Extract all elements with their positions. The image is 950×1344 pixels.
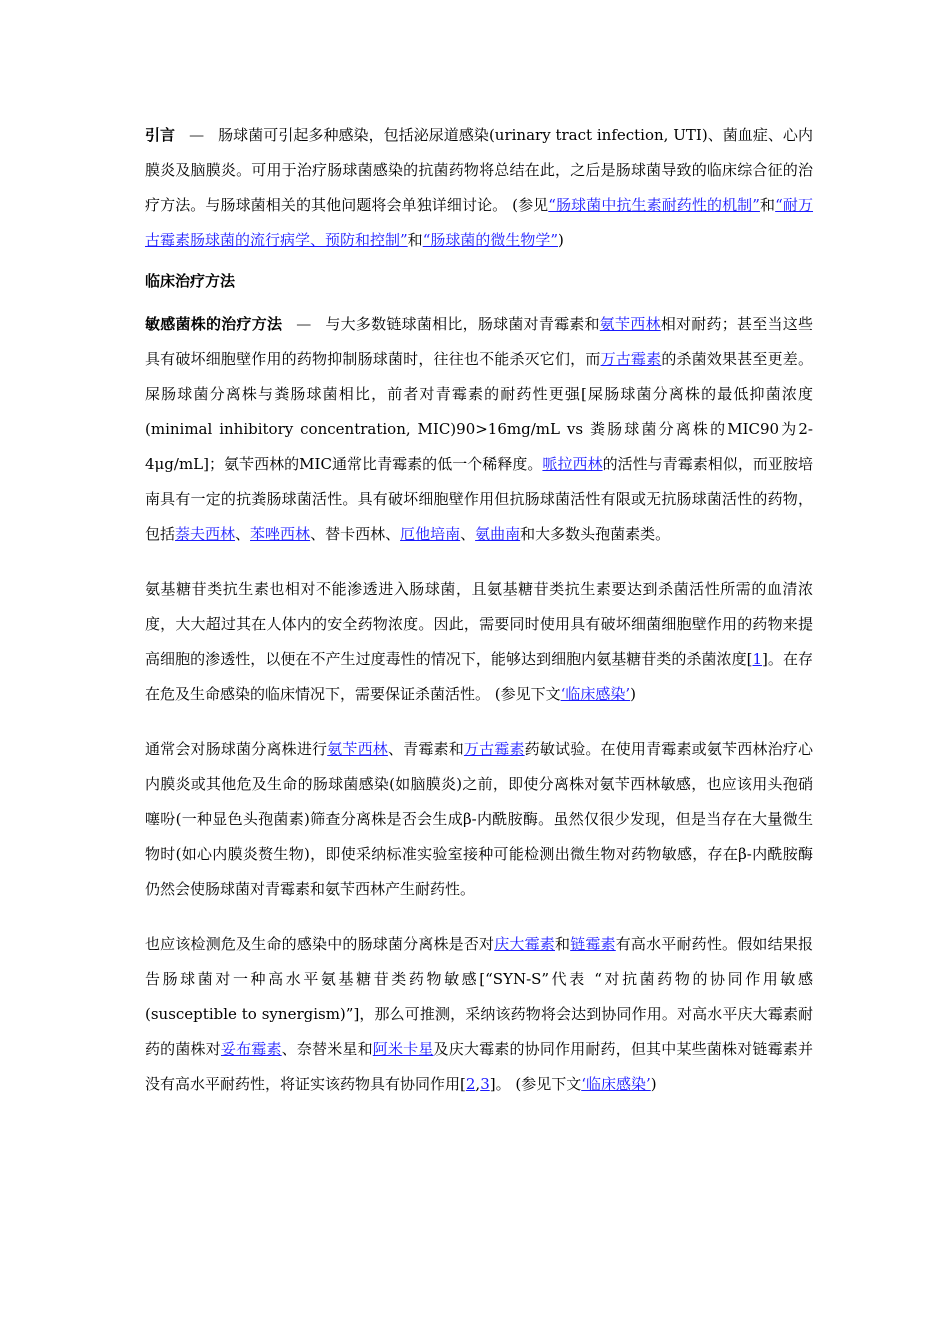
susceptibility-testing-paragraph [145,732,813,907]
paragraph-text: 通常会对肠球菌分离株进行 [145,740,328,758]
link-vancomycin[interactable]: 万古霉素 [463,740,525,758]
paragraph-text: 、替卡西林、 [310,525,401,543]
paragraph-text: 相对耐药；甚至当这些具有破坏细胞壁作用的药物抑制肠球菌时，往往也不能杀灭它们，而 [145,315,813,368]
link-gentamicin[interactable]: 庆大霉素 [494,935,555,953]
paragraph-text: 与大多数链球菌相比，肠球菌对青霉素和 [325,315,600,333]
reference-link-2[interactable]: 2 [465,1075,476,1093]
susceptible-dash: — [296,315,312,333]
intro-conj-2: 和 [407,231,423,249]
paragraph-text: 、奈替米星和 [281,1040,373,1058]
paragraph-text: 、 [460,525,476,543]
paragraph-text: 、 [235,525,251,543]
intro-conj-1: 和 [759,196,776,214]
intro-close: ) [558,231,564,249]
link-tobramycin[interactable]: 妥布霉素 [220,1040,282,1058]
link-amikacin[interactable]: 阿米卡星 [372,1040,434,1058]
paragraph-text: 的杀菌效果甚至更差。屎肠球菌分离株与粪肠球菌相比，前者对青霉素的耐药性更强[屎肠球菌分离株的最低抑菌浓度(minimal inhibitory concentration, MIC)90>16mg/mL vs 粪肠球菌分离株的MIC90为2-4μg/mL]；氨苄西林的MIC通常比青霉素的低一个稀释度。 [145,350,813,473]
paragraph-text: , [475,1075,481,1093]
paragraph-text: 有高水平耐药性。假如结果报告肠球菌对一种高水平氨基糖苷类药物敏感[“SYN-S”代表 “对抗菌药物的协同作用敏感(susceptible to synergism)”]，那么可推测，采纳该药物将会达到协同作用。对高水平庆大霉素耐药的菌株对 [145,935,813,1058]
high-level-resistance-paragraph [145,927,813,1102]
intro-lead: 引言 [145,126,176,144]
paragraph-text: 及庆大霉素的协同作用耐药，但其中某些菌株对链霉素并没有高水平耐药性，将证实该药物具有协同作用[ [145,1040,813,1093]
document-body [145,118,813,1102]
susceptible-strains-paragraph [145,307,813,552]
link-antibiotic-resistance[interactable]: “肠球菌中抗生素耐药性的机制” [548,196,760,214]
link-streptomycin[interactable]: 链霉素 [570,935,616,953]
link-ertapenem[interactable]: 厄他培南 [400,525,461,543]
paragraph-text: 也应该检测危及生命的感染中的肠球菌分离株是否对 [145,935,495,953]
reference-link-3[interactable]: 3 [480,1075,490,1093]
link-vancomycin[interactable]: 万古霉素 [600,350,662,368]
paragraph-text: ) [630,685,637,703]
section-heading: 临床治疗方法 [145,272,236,290]
aminoglycoside-paragraph [145,572,813,712]
link-enterococcus-microbiology[interactable]: “肠球菌的微生物学” [422,231,559,249]
link-ampicillin[interactable]: 氨苄西林 [327,740,388,758]
paragraph-text: 药敏试验。在使用青霉素或氨苄西林治疗心内膜炎或其他危及生命的肠球菌感染(如脑膜炎)之前，即使分离株对氨苄西林敏感，也应该用头孢硝噻吩(一种显色头孢菌素)筛查分离株是否会生成β-内酰胺酶。虽然仅很少发现，但是当存在大量微生物时(如心内膜炎赘生物)，即使采纳标准实验室接种可能检测出微生物对药物敏感，存在β-内酰胺酶仍然会使肠球菌对青霉素和氨苄西林产生耐药性。 [145,740,813,898]
link-nafcillin[interactable]: 萘夫西林 [175,525,236,543]
paragraph-text: 和大多数头孢菌素类。 [520,525,671,543]
link-clinical-infections[interactable]: ‘临床感染’ [560,685,631,703]
intro-paragraph [145,118,813,258]
link-vre-epidemiology[interactable]: “耐万古霉素肠球菌的流行病学、预防和控制” [145,196,814,249]
intro-text: 肠球菌可引起多种感染，包括泌尿道感染(urinary tract infection, UTI)、菌血症、心内膜炎及脑膜炎。可用于治疗肠球菌感染的抗菌药物将总结在此，之后是肠球菌导致的临床综合征的治疗方法。与肠球菌相关的其他问题将会单独详细讨论。 (参见 [145,126,813,214]
paragraph-text: ]。在存在危及生命感染的临床情况下，需要保证杀菌活性。 (参见下文 [145,650,814,703]
link-clinical-infections[interactable]: ‘临床感染’ [581,1075,651,1093]
link-ampicillin[interactable]: 氨苄西林 [599,315,661,333]
link-aztreonam[interactable]: 氨曲南 [475,525,521,543]
paragraph-text: ) [650,1075,657,1093]
paragraph-text: 、青霉素和 [387,740,464,758]
susceptible-lead: 敏感菌株的治疗方法 [145,315,283,333]
link-piperacillin[interactable]: 哌拉西林 [542,455,603,473]
paragraph-text: 氨基糖苷类抗生素也相对不能渗透进入肠球菌，且氨基糖苷类抗生素要达到杀菌活性所需的血清浓度，大大超过其在人体内的安全药物浓度。因此，需要同时使用具有破坏细菌细胞壁作用的药物来提高细胞的渗透性，以便在不产生过度毒性的情况下，能够达到细胞内氨基糖苷类的杀菌浓度[ [145,580,813,668]
paragraph-text: 和 [555,935,571,953]
intro-dash: — [189,126,205,144]
reference-link-1[interactable]: 1 [752,650,763,668]
link-oxacillin[interactable]: 苯唑西林 [250,525,311,543]
paragraph-text: ]。 (参见下文 [489,1075,582,1093]
paragraph-text: 的活性与青霉素相似，而亚胺培南具有一定的抗粪肠球菌活性。具有破坏细胞壁作用但抗肠球菌活性有限或无抗肠球菌活性的药物，包括 [145,455,813,543]
